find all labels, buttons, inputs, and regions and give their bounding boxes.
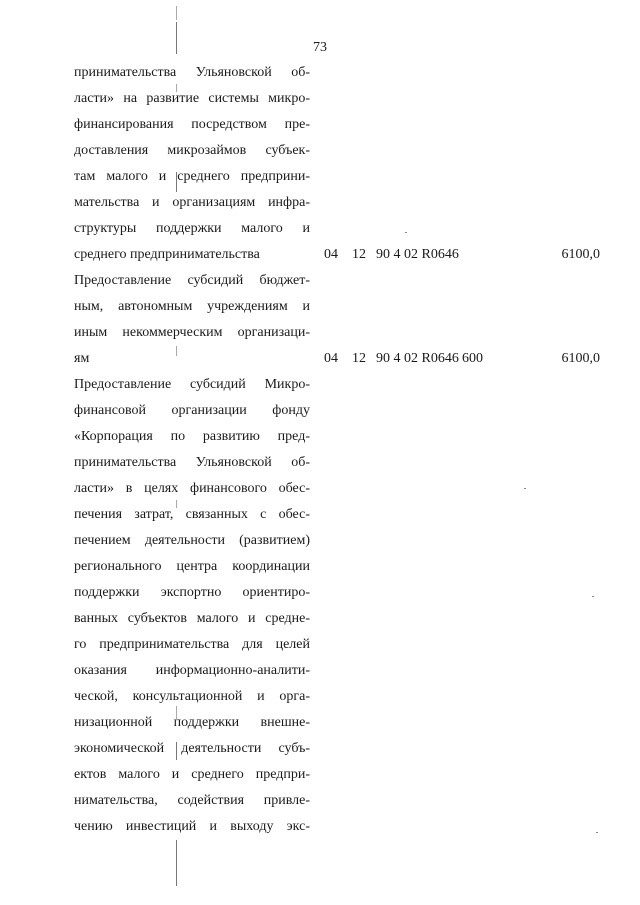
scan-speck [592, 596, 594, 597]
entry-text-line: мательства и организациям инфра- [74, 195, 310, 210]
entry-text-line: ческой, консультационной и орга- [74, 689, 310, 704]
entry-text-line: Предоставление субсидий Микро- [74, 377, 310, 392]
entry-text-line: оказания информационно-аналити- [74, 663, 310, 678]
scan-fold-mark [176, 500, 177, 508]
scan-fold-mark [176, 742, 177, 760]
entry-text-line: ласти» в целях финансового обес- [74, 481, 310, 496]
entry-text-line: нимательства, содействия привле- [74, 793, 310, 808]
section-code: 04 [324, 247, 338, 262]
entry-text-line: принимательства Ульяновской об- [74, 65, 310, 80]
amount-value: 6100,0 [561, 351, 600, 366]
entry-text-line: ным, автономным учреждениям и [74, 299, 310, 314]
scan-speck [524, 488, 526, 489]
entry-text-line: Предоставление субсидий бюджет- [74, 273, 310, 288]
target-article-code: 90 4 02 R0646 [376, 351, 459, 366]
entry-text-line: печения затрат, связанных с обес- [74, 507, 310, 522]
entry-text-line: иным некоммерческим организаци- [74, 325, 310, 340]
entry-text-line: чению инвестиций и выходу экс- [74, 819, 310, 834]
entry-text-line: ям [74, 351, 90, 366]
entry-text-line: там малого и среднего предприни- [74, 169, 310, 184]
scan-speck [596, 832, 598, 833]
entry-text-line: ектов малого и среднего предпри- [74, 767, 310, 782]
entry-text-line: низационной поддержки внешне- [74, 715, 310, 730]
scan-speck [405, 232, 407, 233]
scan-fold-mark [176, 22, 177, 54]
subsection-code: 12 [352, 351, 366, 366]
entry-text-line: доставления микрозаймов субъек- [74, 143, 310, 158]
entry-text-line: финансовой организации фонду [74, 403, 310, 418]
page-number: 73 [313, 40, 327, 55]
entry-text-line: ласти» на развитие системы микро- [74, 91, 310, 106]
entry-text-line: поддержки экспортно ориентиро- [74, 585, 310, 600]
entry-text-line: «Корпорация по развитию пред- [74, 429, 310, 444]
scan-fold-mark [176, 706, 177, 720]
entry-text-line: регионального центра координации [74, 559, 310, 574]
entry-text-line: экономической деятельности субъ- [74, 741, 310, 756]
expense-type-code: 600 [462, 351, 483, 366]
entry-text-line: печением деятельности (развитием) [74, 533, 310, 548]
subsection-code: 12 [352, 247, 366, 262]
scan-fold-mark [176, 172, 177, 192]
entry-text-line: го предпринимательства для целей [74, 637, 310, 652]
scan-fold-mark [176, 84, 177, 92]
scan-fold-mark [176, 346, 177, 356]
entry-text-line: ванных субъектов малого и средне- [74, 611, 310, 626]
section-code: 04 [324, 351, 338, 366]
entry-text-line: принимательства Ульяновской об- [74, 455, 310, 470]
entry-text-line: среднего предпринимательства [74, 247, 260, 262]
scan-fold-mark [176, 840, 177, 886]
target-article-code: 90 4 02 R0646 [376, 247, 459, 262]
entry-text-line: структуры поддержки малого и [74, 221, 310, 236]
entry-text-line: финансирования посредством пре- [74, 117, 310, 132]
scan-fold-mark [176, 6, 177, 20]
amount-value: 6100,0 [561, 247, 600, 262]
